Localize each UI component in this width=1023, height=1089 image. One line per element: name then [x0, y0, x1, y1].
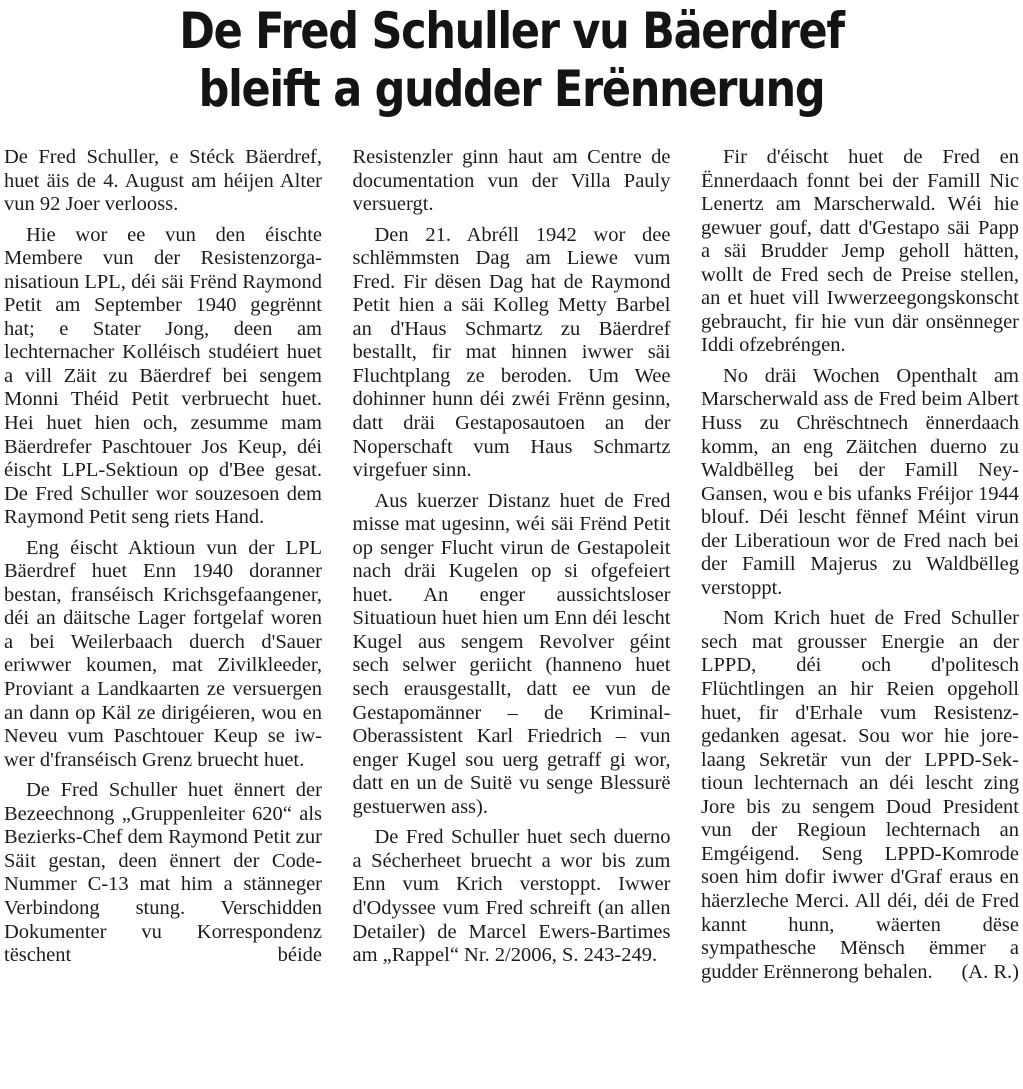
paragraph: Resistenzler ginn haut am Centre de documentation vun der Villa Pauly versuergt.: [352, 146, 671, 216]
paragraph: De Fred Schuller huet sech duerno a Sécherheet bruecht a wor bis zum Enn vum Krich verstoppt. Iwwer d'Odyssee vum Fred schreift (an allen Detailer) de Marcel Ewers-Bartimes am „Rappel“ Nr. 2/2006, S. 243-249.: [352, 826, 671, 967]
paragraph: Aus kuerzer Distanz huet de Fred misse mat ugesinn, wéi säi Frënd Petit op senger Flucht virun de Gestapoleit nach dräi Kugelen op si ofgefeiert huet. An enger aussichtsloser Situatioun huet hien um Enn déi lescht Kugel aus sengem Revolver géint sech selwer geriicht (hanneno huet sech erausgestallt, datt ee vun de Gestapomänner – de Kriminal-Oberassistent Karl Friedrich – vun enger Kugel sou uerg getraff gi wor, datt en un de Suitë vu senge Blessurë gestuerwen ass).: [352, 489, 671, 818]
column-1: [4, 146, 322, 1086]
author-signature: (A. R.): [961, 960, 1019, 983]
article-columns: [4, 146, 1019, 1086]
paragraph: Hie wor ee vun den éischte Membere vun der Resistenzorganisatioun LPL, déi säi Frënd Raymond Petit am September 1940 gegrënnt hat; e Stater Jong, deen am lechternacher Kolléisch studéiert huet a vill Zäit zu Bäerdref bei sengem Monni Théid Petit verbruecht huet. Hei huet hien och, zesumme mam Bäerdrefer Paschtouer Jos Keup, déi éischt LPL-Sektioun op d'Bee gesat. De Fred Schuller wor souzesoen dem Raymond Petit seng riets Hand.: [4, 223, 322, 529]
headline-line-2: bleift a gudder Erënnerung: [198, 60, 825, 118]
paragraph: Eng éischt Aktioun vun der LPL Bäerdref huet Enn 1940 doranner bestan, franséisch Krichsgefaangener, déi an däitsche Lager fortgelaf woren a bei Weilerbaach duerch d'Sauer eriwwer koumen, mat Zivilkleeder, Proviant a Landkaarten ze versuergen an dann op Käl ze dirigéieren, wou en Neveu vum Paschtouer Keup se iwwer d'franséisch Grenz bruecht huet.: [4, 536, 322, 771]
headline-line-1: De Fred Schuller vu Bäerdref: [179, 2, 844, 60]
paragraph: Den 21. Abréll 1942 wor dee schlëmmsten Dag am Liewe vum Fred. Fir dësen Dag hat de Raymond Petit hien a säi Kolleg Metty Barbel an d'Haus Schmartz zu Bäerdref bestallt, fir mat hinnen iwwer säi Fluchtplang ze beroden. Um Wee dohinner hunn déi zwéi Frënn gesinn, datt dräi Gestaposautoen an der Noperschaft vum Haus Schmartz virgefuer sinn.: [352, 223, 671, 482]
paragraph: No dräi Wochen Openthalt am Marscherwald ass de Fred beim Albert Huss zu Chrëschtnech ënnerdaach komm, an eng Zäitchen duerno zu Waldbëlleg bei der Famill Ney-Gansen, wou e bis ufanks Fréijor 1944 blouf. Déi lescht fënnef Méint virun der Liberatioun wor de Fred nach bei der Famill Majerus zu Waldbëlleg verstoppt.: [701, 364, 1019, 599]
paragraph: [701, 607, 1019, 984]
article-headline: [78, 0, 944, 118]
column-2: [353, 146, 671, 1086]
paragraph: De Fred Schuller, e Stéck Bäerdref, huet äis de 4. August am héijen Alter vun 92 Joer verlooss.: [4, 146, 322, 216]
column-3: [701, 146, 1019, 1086]
paragraph: Fir d'éischt huet de Fred en Ënnerdaach fonnt bei der Famill Nic Lenertz am Marscherwald. Wéi hie gewuer gouf, datt d'Gestapo säi Papp a säi Brudder Jemp geholl hätten, wollt de Fred sech de Preise stellen, an et huet vill Iwwerzeegongskonscht gebraucht, fir hie vun där onsënneger Iddi ofzebréngen.: [701, 146, 1019, 357]
paragraph: De Fred Schuller huet ënnert der Bezeechnong „Gruppenleiter 620“ als Bezierks-Chef dem Raymond Petit zur Säit gestan, deen ënnert der Code-Nummer C-13 mat him a stänneger Verbindong stung. Verschidden Dokumenter vu Korrespondenz tëschent béide: [4, 779, 322, 967]
paragraph-text: Nom Krich huet de Fred Schuller sech mat grousser Energie an der LPPD, déi och d'politesch Flüchtlingen an hir Reien opgeholl huet, fir d'Erhale vum Resistenzgedanken agesat. Sou wor hie jorelaang Sekretär vun der LPPD-Sektioun lechternach an déi lescht zing Jore bis zu sengem Doud President vun der Regioun lechternach an Emgéigend. Seng LPPD-Komrode soen him dofir iwwer d'Graf eraus en häerzleche Merci. All déi, déi de Fred kannt hunn, wäerten dëse sympathesche Mënsch ëmmer a gudder Erënnerong behalen.: [701, 607, 1019, 983]
